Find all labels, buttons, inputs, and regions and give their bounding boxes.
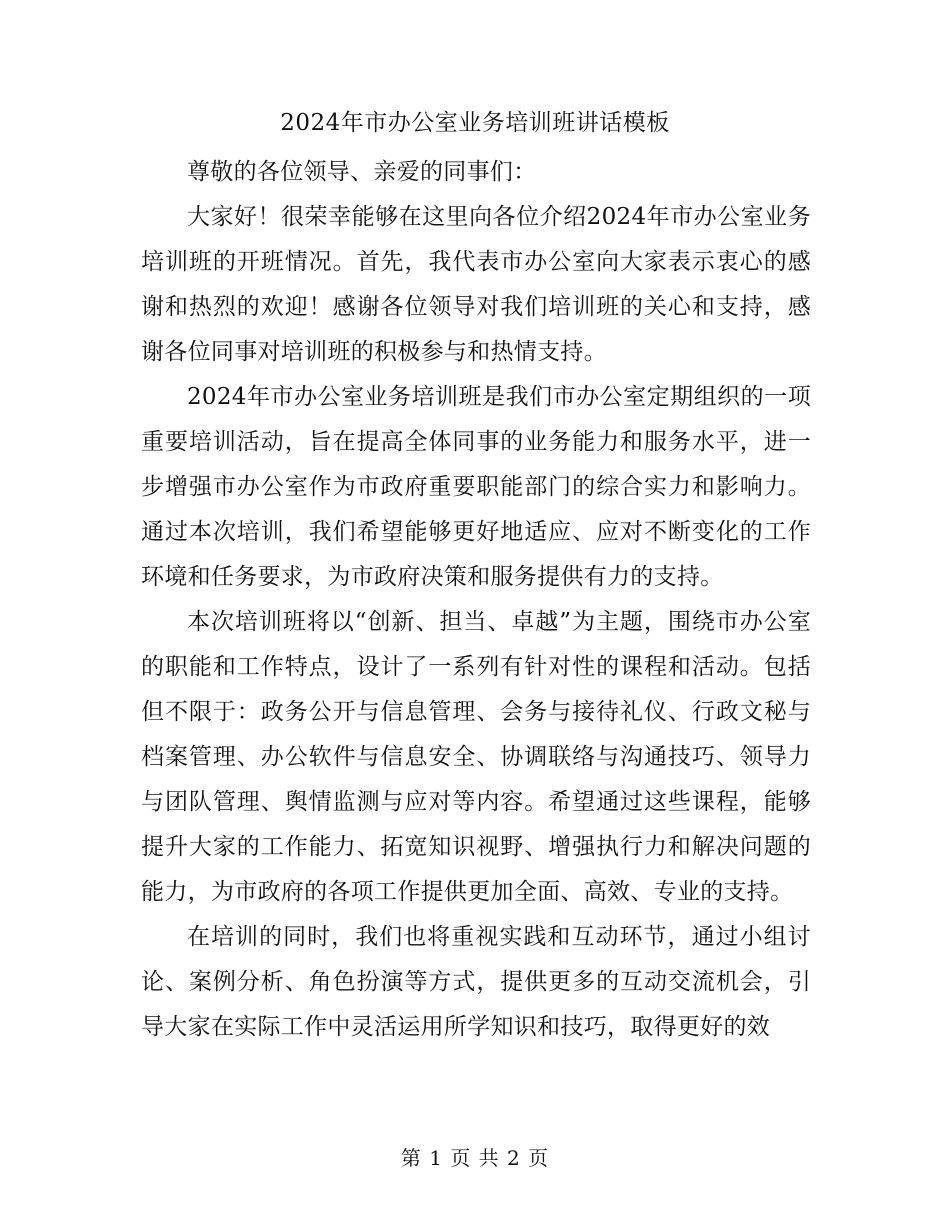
paragraph-1: 大家好！很荣幸能够在这里向各位介绍2024年市办公室业务培训班的开班情况。首先，我代表市办公室向大家表示衷心的感谢和热烈的欢迎！感谢各位领导对我们培训班的关心和支持，感谢各位同事对培训班的积极参与和热情支持。 bbox=[141, 204, 811, 365]
document-body bbox=[141, 150, 811, 1050]
paragraph-3: 本次培训班将以“创新、担当、卓越”为主题，围绕市办公室的职能和工作特点，设计了一系列有针对性的课程和活动。包括但不限于：政务公开与信息管理、会务与接待礼仪、行政文秘与档案管理、办公软件与信息安全、协调联络与沟通技巧、领导力与团队管理、舆情监测与应对等内容。希望通过这些课程，能够提升大家的工作能力、拓宽知识视野、增强执行力和解决问题的能力，为市政府的各项工作提供更加全面、高效、专业的支持。 bbox=[141, 609, 811, 905]
document-title: 2024年市办公室业务培训班讲话模板 bbox=[280, 110, 670, 136]
paragraph-2: 2024年市办公室业务培训班是我们市办公室定期组织的一项重要培训活动，旨在提高全体同事的业务能力和服务水平，进一步增强市办公室作为市政府重要职能部门的综合实力和影响力。通过本次培训，我们希望能够更好地适应、应对不断变化的工作环境和任务要求，为市政府决策和服务提供有力的支持。 bbox=[141, 384, 811, 590]
salutation: 尊敬的各位领导、亲爱的同事们： bbox=[187, 159, 537, 185]
paragraph-4: 在培训的同时，我们也将重视实践和互动环节，通过小组讨论、案例分析、角色扮演等方式，提供更多的互动交流机会，引导大家在实际工作中灵活运用所学知识和技巧，取得更好的效 bbox=[141, 924, 811, 1040]
page-number: 第 1 页 共 2 页 bbox=[400, 1146, 550, 1170]
